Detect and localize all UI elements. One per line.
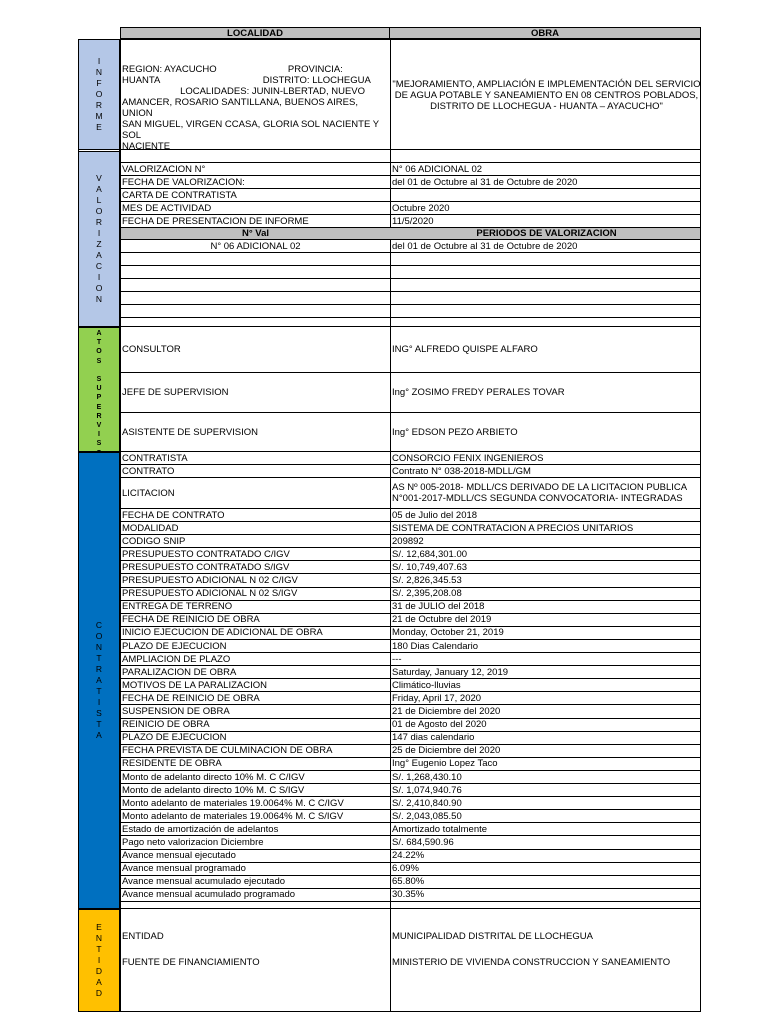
contratista-data-row (121, 561, 700, 574)
row-value: CONSORCIO FENIX INGENIEROS (392, 452, 544, 464)
contratista-data-row (121, 889, 700, 902)
row-value: Saturday, January 12, 2019 (392, 666, 509, 678)
side-letter: L (96, 195, 102, 205)
empty-row (121, 279, 700, 292)
periodo-row (121, 240, 700, 253)
row-label: AMPLIACION DE PLAZO (122, 653, 231, 665)
row-value: ING° ALFREDO QUISPE ALFARO (392, 344, 538, 355)
row-value: Amortizado totalmente (392, 823, 488, 835)
row-label: Avance mensual ejecutado (122, 850, 236, 862)
row-value: PERIODOS DE VALORIZACION (476, 228, 617, 239)
entidad-block (120, 909, 701, 1012)
side-letter: T (96, 686, 102, 696)
row-label: PRESUPUESTO ADICIONAL N 02 C/IGV (122, 575, 298, 587)
valorizacion-row (121, 202, 700, 215)
row-label: MOTIVOS DE LA PARALIZACION (122, 679, 267, 691)
contratista-data-row (121, 784, 700, 797)
side-letter: V (96, 173, 102, 183)
side-letter: A (96, 675, 102, 685)
side-letter: N (95, 642, 103, 652)
side-letter: O (95, 631, 103, 641)
side-letter: I (97, 56, 101, 66)
row-label: MES DE ACTIVIDAD (122, 202, 212, 214)
contratista-data-row (121, 614, 700, 627)
side-letter: N (95, 294, 103, 304)
side-letter: O (95, 89, 103, 99)
contratista-data-row (121, 810, 700, 823)
side-letter: R (95, 100, 103, 110)
valorizacion-block (120, 163, 701, 327)
empty-row (121, 266, 700, 279)
header-obra: OBRA (389, 27, 701, 39)
row-value: Monday, October 21, 2019 (392, 627, 504, 639)
row-label: PLAZO DE EJECUCION (122, 732, 227, 744)
row-value: 01 de Agosto del 2020 (392, 719, 487, 731)
row-label: FECHA DE CONTRATO (122, 509, 225, 521)
row-label: Monto de adelanto directo 10% M. C S/IGV (122, 784, 305, 796)
side-letter: E (96, 922, 102, 932)
row-value: S/. 2,043,085.50 (392, 810, 462, 822)
contratista-row (121, 452, 700, 465)
contratista-block (120, 452, 701, 909)
side-letter: R (95, 217, 103, 227)
row-label (122, 279, 389, 291)
side-letter: A (96, 250, 102, 260)
row-label: FECHA DE PRESENTACION DE INFORME (122, 215, 309, 227)
contratista-data-row (121, 575, 700, 588)
informe-block (120, 39, 701, 150)
contratista-data-row (121, 823, 700, 836)
localidades-line-2: AMANCER, ROSARIO SANTILLANA, BUENOS AIRES, UNION (122, 97, 358, 119)
contratista-data-row (121, 876, 700, 889)
side-letter: T (96, 339, 102, 347)
row-label: Avance mensual programado (122, 863, 246, 875)
row-label: FECHA DE REINICIO DE OBRA (122, 692, 260, 704)
row-value: Contrato N° 038-2018-MDLL/GM (392, 465, 531, 477)
row-value (392, 253, 701, 265)
side-letter: A (96, 184, 102, 194)
row-label (122, 253, 389, 265)
side-letter: S (96, 357, 102, 365)
licitacion-row (121, 478, 700, 509)
row-label: CONTRATISTA (122, 452, 188, 464)
contratista-data-row (121, 588, 700, 601)
row-label: Avance mensual acumulado ejecutado (122, 876, 286, 888)
contratista-data-row (121, 640, 700, 653)
row-value: S/. 2,395,208.08 (392, 588, 462, 600)
contratista-data-row (121, 719, 700, 732)
valorizacion-row (121, 215, 700, 228)
side-letter: S (96, 708, 102, 718)
side-contratista (78, 452, 120, 909)
side-letter: O (95, 206, 103, 216)
row-value: del 01 de Octubre al 31 de Octubre de 2020 (392, 176, 578, 188)
periodos-header (121, 228, 700, 240)
row-label: FECHA PREVISTA DE CULMINACION DE OBRA (122, 745, 333, 757)
row-label: RESIDENTE DE OBRA (122, 758, 222, 770)
side-letter: A (96, 730, 102, 740)
side-letter: C (95, 620, 103, 630)
side-letter: D (95, 988, 103, 998)
side-letter: T (96, 944, 102, 954)
header-localidad: LOCALIDAD (120, 27, 390, 39)
side-letter: M (95, 111, 103, 121)
contratista-data-row (121, 771, 700, 784)
contratista-data-row (121, 666, 700, 679)
obra-line-2: DE AGUA POTABLE Y SANEAMIENTO EN 08 CENTROS POBLADOS, (394, 90, 699, 101)
row-label: MODALIDAD (122, 522, 179, 534)
row-value (392, 279, 701, 291)
row-value: Ing° Eugenio Lopez Taco (392, 758, 498, 770)
contratista-data-row (121, 601, 700, 614)
row-label: CONTRATO (122, 465, 175, 477)
supervisor-row (121, 413, 700, 452)
row-label: Estado de amortización de adelantos (122, 823, 279, 835)
row-value: S/. 1,268,430.10 (392, 771, 462, 783)
side-letter: N (95, 933, 103, 943)
empty-row (121, 253, 700, 266)
row-value: 05 de Julio del 2018 (392, 509, 478, 521)
row-value: 147 dias calendario (392, 732, 475, 744)
side-letter: T (96, 719, 102, 729)
row-label: PARALIZACION DE OBRA (122, 666, 237, 678)
row-value: MINISTERIO DE VIVIENDA CONSTRUCCION Y SANEAMIENTO (392, 956, 671, 968)
contrato-row (121, 465, 700, 478)
side-letter: C (95, 261, 103, 271)
valorizacion-row (121, 176, 700, 189)
row-label: PRESUPUESTO ADICIONAL N 02 S/IGV (122, 588, 298, 600)
obra-line-3: DISTRITO DE LLOCHEGUA - HUANTA – AYACUCHO" (430, 101, 663, 112)
row-label: ASISTENTE DE SUPERVISION (122, 427, 259, 438)
row-value: 24.22% (392, 850, 425, 862)
row-label: INICIO EJECUCION DE ADICIONAL DE OBRA (122, 627, 323, 639)
row-label: REINICIO DE OBRA (122, 719, 210, 731)
row-label: CARTA DE CONTRATISTA (122, 189, 237, 201)
row-label (122, 292, 389, 304)
row-label: PLAZO DE EJECUCION (122, 640, 227, 652)
licitacion-line: N°001-2017-MDLL/CS SEGUNDA CONVOCATORIA- INTEGRADAS (392, 493, 683, 504)
supervisor-row (121, 327, 700, 373)
contratista-data-row (121, 745, 700, 758)
side-letter: R (96, 412, 102, 420)
row-value: 209892 (392, 535, 424, 547)
huanta-line: HUANTA DISTRITO: LLOCHEGUA (122, 75, 371, 86)
row-label: Avance mensual acumulado programado (122, 889, 296, 901)
row-label (122, 266, 389, 278)
row-label: JEFE DE SUPERVISION (122, 387, 229, 398)
row-label: Monto adelanto de materiales 19.0064% M. C C/IGV (122, 797, 344, 809)
row-value: MUNICIPALIDAD DISTRITAL DE LLOCHEGUA (392, 930, 593, 942)
side-letter: I (97, 228, 101, 238)
valorizacion-row (121, 189, 700, 202)
contratista-data-row (121, 535, 700, 548)
row-value: SISTEMA DE CONTRATACION A PRECIOS UNITARIOS (392, 522, 634, 534)
contratista-data-row (121, 548, 700, 561)
side-letter: A (96, 330, 102, 337)
side-letter (98, 366, 100, 375)
row-value: 25 de Diciembre del 2020 (392, 745, 501, 757)
side-letter: E (96, 122, 102, 132)
row-value: S/. 684,590.96 (392, 837, 454, 849)
side-valorizacion (78, 151, 120, 327)
row-label: SUSPENSION DE OBRA (122, 706, 230, 718)
contratista-data-row (121, 653, 700, 666)
row-label: FUENTE DE FINANCIAMIENTO (122, 956, 260, 968)
row-value: 180 Dias Calendario (392, 640, 479, 652)
localidad-text (122, 64, 388, 152)
row-value: 31 de JULIO del 2018 (392, 601, 485, 613)
side-letter: I (97, 272, 101, 282)
side-entidad (78, 909, 120, 1012)
row-value (392, 292, 701, 304)
row-value: S/. 2,826,345.53 (392, 575, 462, 587)
valorizacion-row (121, 163, 700, 176)
side-informe (78, 39, 120, 150)
row-value (392, 305, 701, 317)
row-label: LICITACION (122, 487, 175, 499)
contratista-data-row (121, 627, 700, 640)
row-value: del 01 de Octubre al 31 de Octubre de 2020 (392, 240, 578, 252)
contratista-data-row (121, 679, 700, 692)
side-letter: V (96, 422, 102, 430)
contratista-data-row (121, 863, 700, 876)
obra-line-1: "MEJORAMIENTO, AMPLIACIÓN E IMPLEMENTACIÓN DEL SERVICIO (392, 79, 701, 90)
contratista-data-row (121, 797, 700, 810)
row-value: Ing° EDSON PEZO ARBIETO (392, 427, 518, 438)
contratista-data-row (121, 732, 700, 745)
entidad-row (121, 925, 700, 947)
row-value: Ing° ZOSIMO FREDY PERALES TOVAR (392, 387, 565, 398)
row-value: --- (392, 653, 402, 665)
side-letter: N (95, 67, 103, 77)
empty-row (121, 305, 700, 318)
financiamiento-row (121, 951, 700, 973)
row-value (392, 266, 701, 278)
row-value: N° 06 ADICIONAL 02 (392, 163, 483, 175)
contratista-data-row (121, 837, 700, 850)
spacer-right (120, 150, 701, 163)
contratista-data-row (121, 509, 700, 522)
row-value: 6.09% (392, 863, 419, 875)
side-letter: I (97, 955, 101, 965)
row-value: S/. 2,410,840.90 (392, 797, 462, 809)
row-label: CODIGO SNIP (122, 535, 186, 547)
row-value: Octubre 2020 (392, 202, 450, 214)
side-letter: U (96, 385, 102, 393)
row-value (392, 478, 701, 508)
side-letter: S (96, 440, 102, 448)
region-line: REGION: AYACUCHO PROVINCIA: (122, 64, 343, 75)
row-label: FECHA DE REINICIO DE OBRA (122, 614, 260, 626)
row-label: ENTIDAD (122, 930, 164, 942)
row-label: VALORIZACION N° (122, 163, 206, 175)
contratista-data-row (121, 522, 700, 535)
row-label: Monto adelanto de materiales 19.0064% M. C S/IGV (122, 810, 344, 822)
side-letter: F (96, 78, 102, 88)
localidades-line-3: SAN MIGUEL, VIRGEN CCASA, GLORIA SOL NACIENTE Y SOL (122, 119, 379, 141)
row-label: PRESUPUESTO CONTRATADO S/IGV (122, 561, 290, 573)
localidades-line-4: NACIENTE (122, 141, 171, 152)
empty-row (121, 292, 700, 305)
row-value: 11/5/2020 (392, 215, 434, 227)
contratista-data-row (121, 850, 700, 863)
side-letter: T (96, 653, 102, 663)
row-label: ENTREGA DE TERRENO (122, 601, 233, 613)
supervisor-row (121, 373, 700, 413)
side-letter: Z (96, 239, 102, 249)
side-letter: O (95, 283, 103, 293)
row-label: N° Val (241, 228, 270, 239)
side-letter: R (95, 664, 103, 674)
side-supervisor (78, 327, 120, 452)
contratista-data-row (121, 692, 700, 705)
row-value: S/. 10,749,407.63 (392, 561, 468, 573)
row-label: N° 06 ADICIONAL 02 (210, 240, 301, 252)
side-letter: S (96, 376, 102, 384)
row-value (392, 189, 701, 201)
report-sheet (78, 27, 701, 1012)
row-label: Monto de adelanto directo 10% M. C C/IGV (122, 771, 305, 783)
row-label: Pago neto valorizacion Diciembre (122, 837, 264, 849)
row-label (122, 305, 389, 317)
side-letter: E (96, 403, 102, 411)
localidades-line: LOCALIDADES: JUNIN-LBERTAD, NUEVO (122, 86, 366, 97)
contratista-data-row (121, 758, 700, 771)
row-value: S/. 1,074,940.76 (392, 784, 462, 796)
contratista-data-row (121, 706, 700, 719)
row-value: Friday, April 17, 2020 (392, 692, 482, 704)
side-letter: D (95, 966, 103, 976)
row-label: PRESUPUESTO CONTRATADO C/IGV (122, 548, 290, 560)
obra-text (392, 79, 701, 112)
side-letter: I (98, 431, 100, 439)
row-value: 65.80% (392, 876, 425, 888)
side-letter: O (96, 348, 102, 356)
row-label: FECHA DE VALORIZACION: (122, 176, 245, 188)
side-letter: A (96, 977, 102, 987)
side-letter: I (97, 697, 101, 707)
row-value: S/. 12,684,301.00 (392, 548, 468, 560)
supervisor-block (120, 327, 701, 452)
row-label: CONSULTOR (122, 344, 181, 355)
row-value: 30.35% (392, 889, 425, 901)
row-value: 21 de Diciembre del 2020 (392, 706, 501, 718)
side-letter: P (96, 394, 102, 402)
row-value: 21 de Octubre del 2019 (392, 614, 492, 626)
licitacion-line: AS Nº 005-2018- MDLL/CS DERIVADO DE LA LICITACION PUBLICA (392, 482, 688, 493)
row-value: Climático-lluvias (392, 679, 461, 691)
